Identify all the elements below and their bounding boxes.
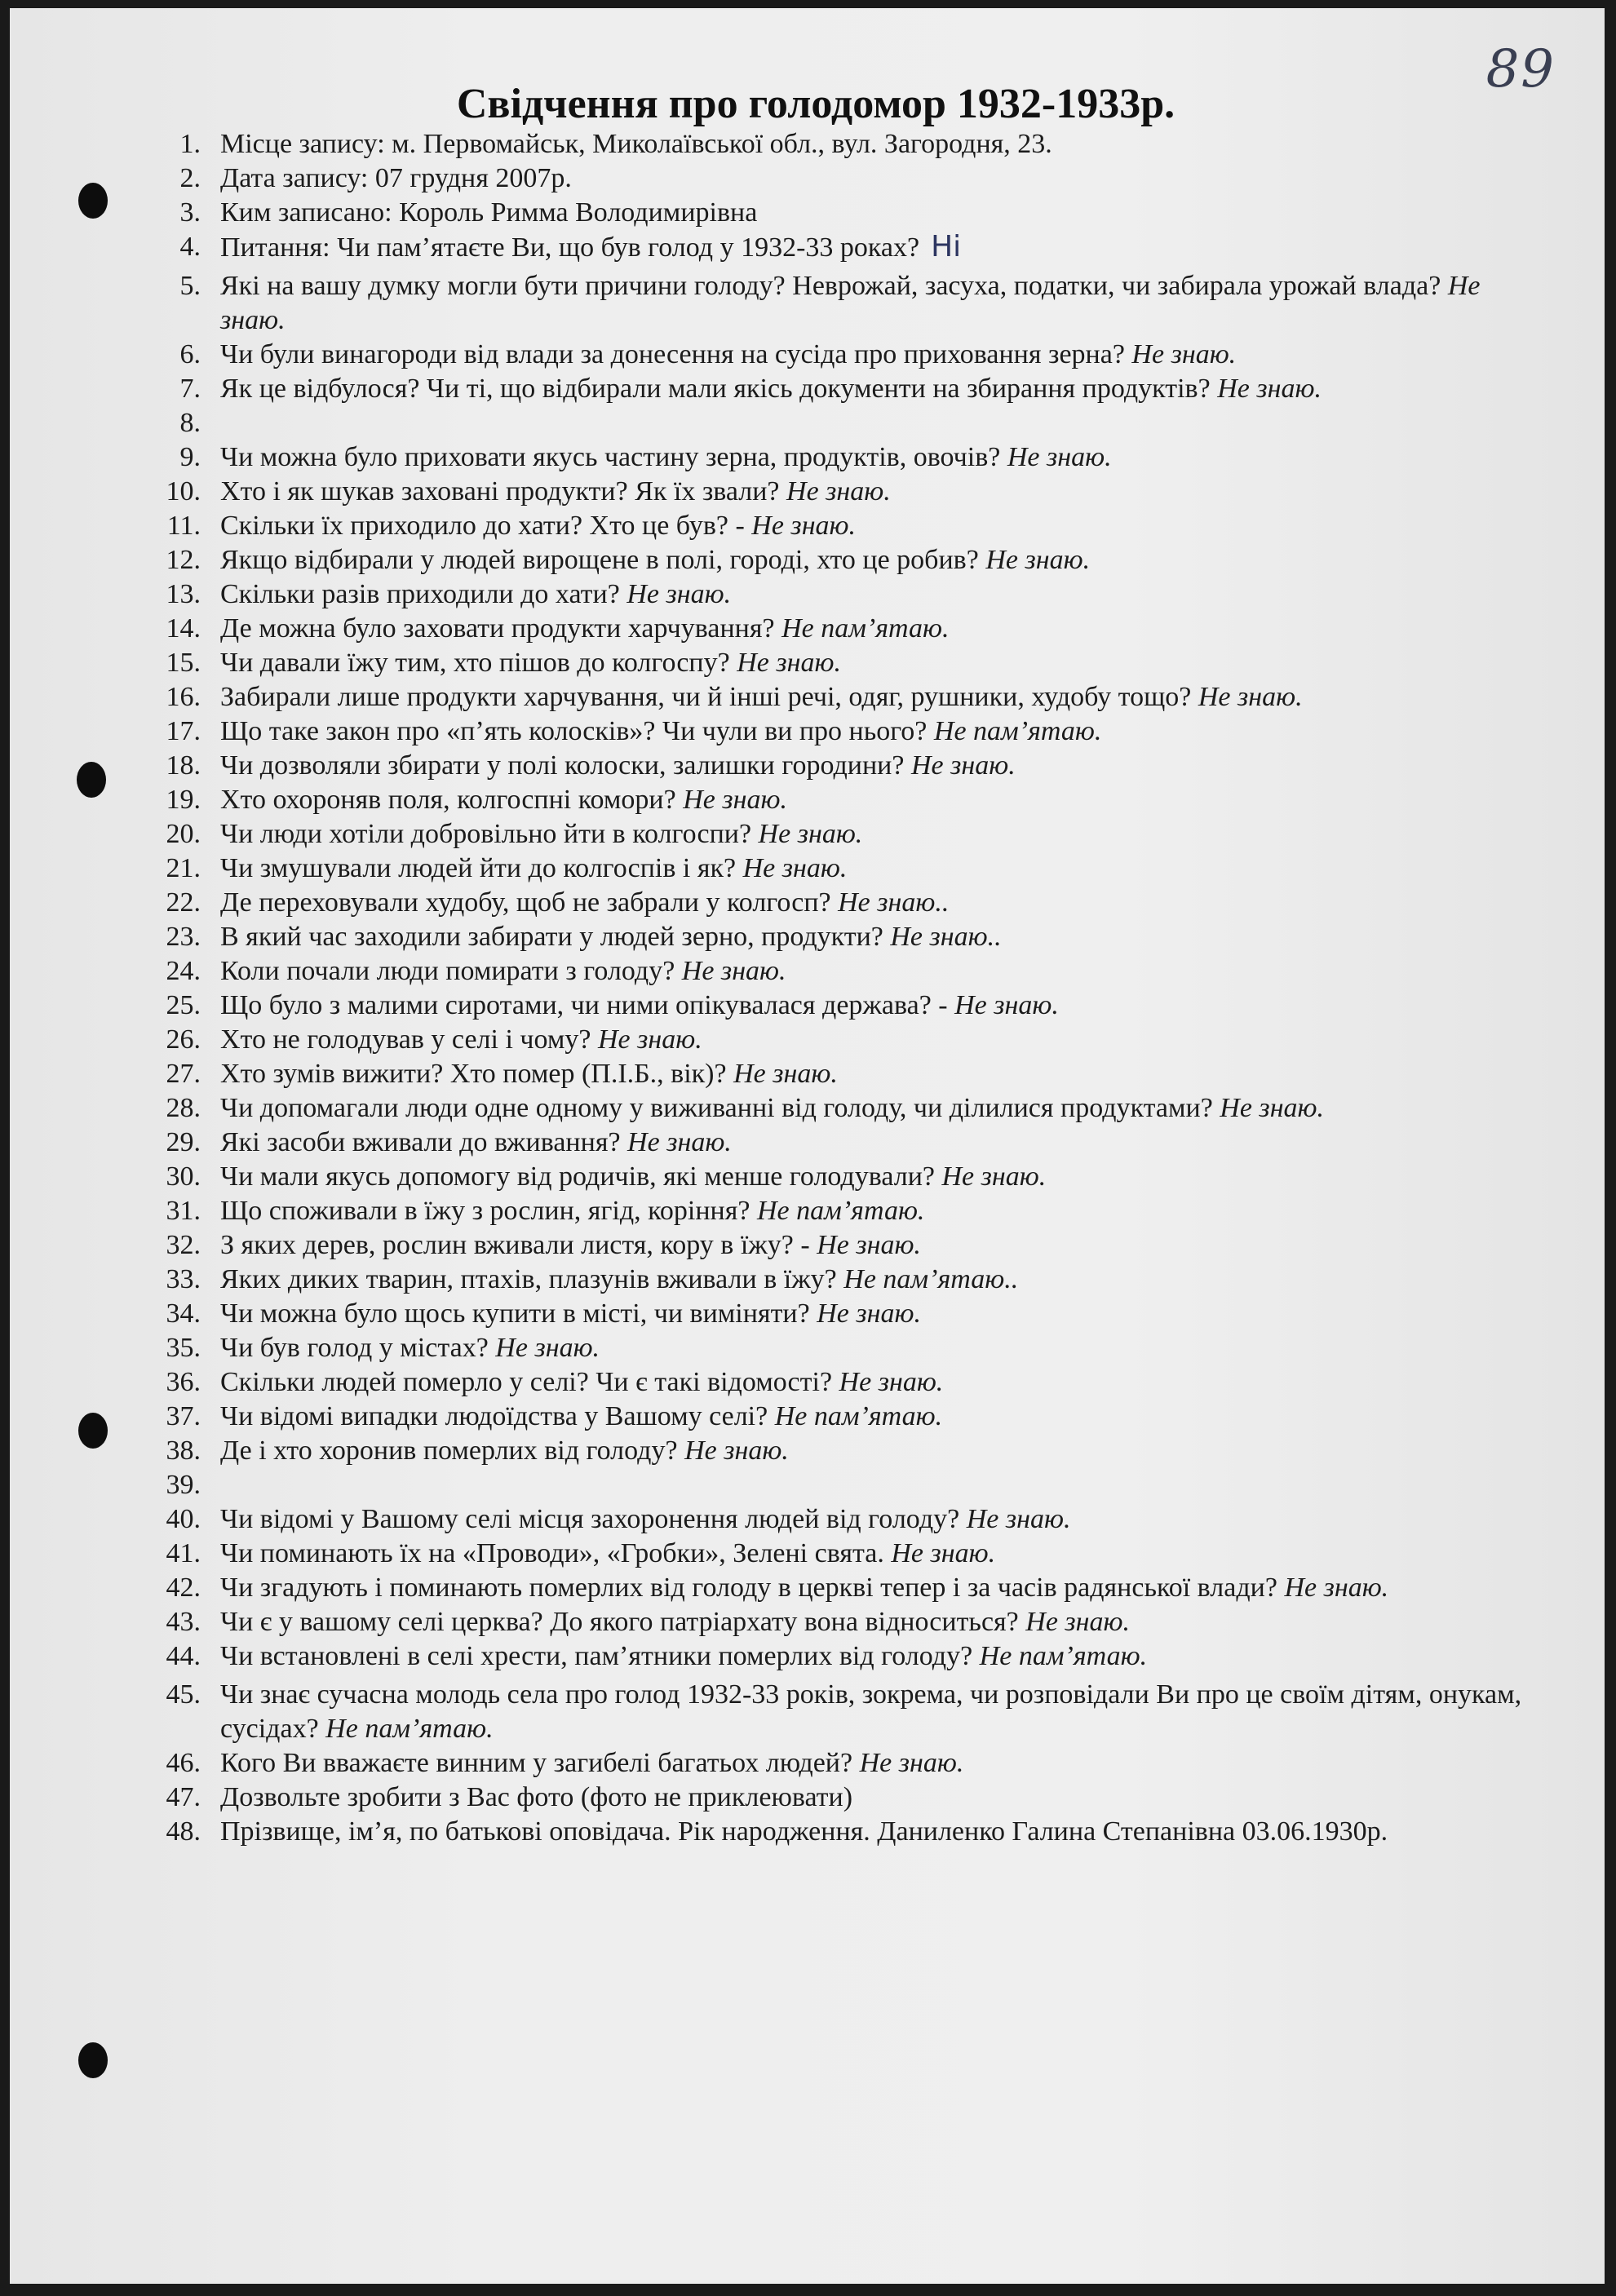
answer-text: Не знаю. (751, 511, 857, 541)
question-number: 47. (166, 1782, 201, 1812)
question-item (163, 1605, 1534, 1639)
answer-text: Не знаю. (1025, 1607, 1131, 1637)
document-title: Свідчення про голодомор 1932-1933р. (456, 81, 1175, 127)
question-text: Чи змушували людей йти до колгоспів і як? (220, 853, 737, 883)
question-item (163, 1126, 1534, 1160)
answer-text: Не знаю. (597, 1024, 702, 1055)
question-number: 4. (179, 232, 201, 262)
question-item (163, 714, 1534, 749)
question-number: 11. (166, 511, 201, 541)
question-text: Де і хто хоронив померлих від голоду? (220, 1436, 678, 1466)
question-item (163, 509, 1534, 543)
question-item (163, 1194, 1534, 1228)
handwritten-answer: Ні (931, 230, 962, 263)
question-item (163, 1057, 1534, 1091)
question-text: Чи можна було щось купити в місті, чи виміняти? (220, 1298, 810, 1329)
question-text: Чи є у вашому селі церква? До якого патріархату вона відноситься? (220, 1607, 1019, 1637)
question-item (163, 1468, 1534, 1502)
question-text: Що споживали в їжу з рослин, ягід, коріння? (220, 1196, 750, 1226)
question-number: 48. (166, 1816, 201, 1847)
answer-text: Не пам’ятаю.. (843, 1264, 1019, 1294)
question-number: 2. (179, 163, 201, 193)
question-text: Які засоби вживали до вживання? (220, 1127, 621, 1157)
question-text: Чи відомі випадки людоїдства у Вашому селі? (220, 1401, 768, 1431)
question-item (163, 543, 1534, 577)
question-text: Які на вашу думку могли бути причини голоду? Неврожай, засуха, податки, чи забирала урожай влада? (220, 271, 1441, 301)
answer-text: Не знаю. (941, 1161, 1047, 1192)
answer-text: Не знаю. (626, 579, 732, 609)
question-item (163, 989, 1534, 1023)
question-text: Чи знає сучасна молодь села про голод 1932-33 років, зокрема, чи розповідали Ви про це своїм дітям, онукам, сусідах? (220, 1679, 1522, 1744)
answer-text: Не знаю. (742, 853, 848, 883)
question-text: Забирали лише продукти харчування, чи й інші речі, одяг, рушники, худобу тощо? (220, 682, 1192, 712)
question-number: 32. (166, 1230, 201, 1260)
question-number: 17. (166, 716, 201, 746)
answer-text: Не знаю. (966, 1504, 1071, 1534)
question-text: Ким записано: Король Римма Володимирівна (220, 197, 758, 228)
question-item (163, 1400, 1534, 1434)
question-item (163, 1331, 1534, 1365)
question-number: 45. (166, 1679, 201, 1710)
question-item (163, 440, 1534, 475)
question-item (163, 1781, 1534, 1815)
question-number: 10. (166, 476, 201, 507)
question-text: Як це відбулося? Чи ті, що відбирали мали якісь документи на збирання продуктів? (220, 374, 1211, 404)
question-number: 30. (166, 1161, 201, 1192)
question-text: Місце запису: м. Первомайськ, Миколаївської обл., вул. Загородня, 23. (220, 129, 1052, 159)
punch-hole (77, 762, 106, 798)
question-number: 28. (166, 1093, 201, 1123)
question-number: 6. (179, 339, 201, 369)
question-text: Дата запису: 07 грудня 2007р. (220, 163, 572, 193)
question-number: 7. (179, 374, 201, 404)
question-number: 18. (166, 750, 201, 781)
question-text: Скільки людей померло у селі? Чи є такі відомості? (220, 1367, 833, 1397)
question-text: Чи допомагали люди одне одному у виживанні від голоду, чи ділилися продуктами? (220, 1093, 1213, 1123)
question-text: Чи згадують і поминають померлих від голоду в церкві тепер і за часів радянської влади? (220, 1573, 1277, 1603)
question-text: Яких диких тварин, птахів, плазунів вживали в їжу? (220, 1264, 837, 1294)
question-item (163, 954, 1534, 989)
question-number: 23. (166, 922, 201, 952)
answer-text: Не знаю. (683, 785, 787, 815)
answer-text: Не знаю. (1217, 374, 1322, 404)
question-number: 36. (166, 1367, 201, 1397)
question-item (163, 269, 1534, 338)
answer-text: Не знаю. (737, 648, 841, 678)
question-list (163, 127, 1534, 1849)
question-text: Чи можна було приховати якусь частину зерна, продуктів, овочів? (220, 442, 1001, 472)
question-text: Чи поминають їх на «Проводи», «Гробки», Зелені свята. (220, 1538, 884, 1568)
punch-hole (78, 1413, 108, 1449)
question-number: 24. (166, 956, 201, 986)
question-item (163, 749, 1534, 783)
question-text: Де переховували худобу, щоб не забрали у колгосп? (220, 887, 831, 918)
question-number: 5. (179, 271, 201, 301)
question-number: 39. (166, 1470, 201, 1500)
question-number: 8. (179, 408, 201, 438)
question-text: Хто не голодував у селі і чому? (220, 1024, 591, 1055)
answer-text: Не знаю. (954, 990, 1059, 1020)
question-item (163, 372, 1534, 406)
question-item (163, 1502, 1534, 1537)
question-text: Скільки разів приходили до хати? (220, 579, 620, 609)
answer-text: Не знаю. (859, 1748, 964, 1778)
question-number: 31. (166, 1196, 201, 1226)
punch-hole (78, 183, 108, 219)
answer-text: Не знаю. (817, 1298, 921, 1329)
question-item (163, 230, 1534, 265)
question-item (163, 338, 1534, 372)
answer-text: Не знаю. (1007, 442, 1112, 472)
answer-text: Не знаю. (910, 750, 1016, 781)
question-number: 3. (179, 197, 201, 228)
answer-text: Не знаю.. (838, 887, 950, 918)
question-number: 15. (166, 648, 201, 678)
question-item (163, 1091, 1534, 1126)
question-number: 22. (166, 887, 201, 918)
question-text: Хто і як шукав заховані продукти? Як їх звали? (220, 476, 780, 507)
question-item (163, 1160, 1534, 1194)
question-item (163, 886, 1534, 920)
question-text: Чи встановлені в селі хрести, пам’ятники померлих від голоду? (220, 1641, 973, 1671)
answer-text: Не знаю. (817, 1230, 921, 1260)
question-text: Кого Ви вважаєте винним у загибелі багатьох людей? (220, 1748, 853, 1778)
answer-text: Не знаю. (733, 1059, 838, 1089)
question-text: Якщо відбирали у людей вирощене в полі, городі, хто це робив? (220, 545, 979, 575)
question-text: Чи давали їжу тим, хто пішов до колгоспу? (220, 648, 730, 678)
question-number: 38. (166, 1436, 201, 1466)
question-item (163, 1537, 1534, 1571)
question-number: 40. (166, 1504, 201, 1534)
question-item (163, 127, 1534, 161)
answer-text: Не пам’ятаю. (757, 1196, 925, 1226)
question-item (163, 1434, 1534, 1468)
answer-text: Не знаю. (985, 545, 1091, 575)
answer-text: Не знаю. (495, 1333, 600, 1363)
question-item (163, 1365, 1534, 1400)
question-text: Чи відомі у Вашому селі місця захоронення людей від голоду? (220, 1504, 960, 1534)
question-text: Чи люди хотіли добровільно йти в колгоспи? (220, 819, 752, 849)
question-item (163, 612, 1534, 646)
question-text: Що таке закон про «п’ять колосків»? Чи чули ви про нього? (220, 716, 928, 746)
question-item (163, 920, 1534, 954)
question-item (163, 1297, 1534, 1331)
question-number: 37. (166, 1401, 201, 1431)
question-item (163, 1023, 1534, 1057)
question-number: 19. (166, 785, 201, 815)
question-number: 35. (166, 1333, 201, 1363)
question-number: 44. (166, 1641, 201, 1671)
question-number: 12. (166, 545, 201, 575)
question-number: 29. (166, 1127, 201, 1157)
question-number: 42. (166, 1573, 201, 1603)
answer-text: Не пам’ятаю. (933, 716, 1102, 746)
question-item (163, 1746, 1534, 1781)
question-item (163, 196, 1534, 230)
question-text: Що було з малими сиротами, чи ними опікувалася держава? - (220, 990, 948, 1020)
question-item (163, 577, 1534, 612)
question-text: Чи дозволяли збирати у полі колоски, залишки городини? (220, 750, 905, 781)
question-item (163, 1678, 1534, 1746)
answer-text: Не знаю. (1131, 339, 1237, 369)
handwritten-page-number: 89 (1485, 39, 1556, 100)
question-number: 14. (166, 613, 201, 644)
question-number: 1. (179, 129, 201, 159)
answer-text: Не знаю. (684, 1436, 789, 1466)
question-text: Чи були винагороди від влади за донесення на сусіда про приховання зерна? (220, 339, 1125, 369)
answer-text: Не знаю. (758, 819, 863, 849)
question-text: Чи був голод у містах? (220, 1333, 489, 1363)
question-text: З яких дерев, рослин вживали листя, кору в їжу? - (220, 1230, 810, 1260)
question-text: Скільки їх приходило до хати? Хто це був? - (220, 511, 745, 541)
question-text: Питання: Чи пам’ятаєте Ви, що був голод у 1932-33 роках? (220, 232, 920, 263)
answer-text: Не знаю. (1198, 682, 1303, 712)
answer-text: Не знаю. (627, 1127, 732, 1157)
answer-text: Не знаю.. (890, 922, 1002, 952)
question-item (163, 161, 1534, 196)
answer-text: Не знаю. (1284, 1573, 1389, 1603)
question-number: 9. (179, 442, 201, 472)
question-number: 33. (166, 1264, 201, 1294)
question-text: Прізвище, ім’я, по батькові оповідача. Рік народження. Даниленко Галина Степанівна 03.06.1930р. (220, 1816, 1388, 1847)
answer-text: Не пам’ятаю. (781, 613, 950, 644)
question-number: 16. (166, 682, 201, 712)
question-item (163, 1571, 1534, 1605)
question-number: 20. (166, 819, 201, 849)
question-item (163, 1815, 1534, 1849)
question-number: 13. (166, 579, 201, 609)
question-number: 46. (166, 1748, 201, 1778)
question-number: 34. (166, 1298, 201, 1329)
answer-text: Не знаю. (839, 1367, 944, 1397)
question-text: Дозвольте зробити з Вас фото (фото не приклеювати) (220, 1782, 853, 1812)
question-number: 25. (166, 990, 201, 1020)
answer-text: Не знаю. (681, 956, 786, 986)
question-item (163, 852, 1534, 886)
question-number: 26. (166, 1024, 201, 1055)
question-item (163, 646, 1534, 680)
question-item (163, 783, 1534, 817)
question-item (163, 1639, 1534, 1674)
answer-text: Не пам’ятаю. (774, 1401, 943, 1431)
question-item (163, 1228, 1534, 1263)
answer-text: Не знаю. (786, 476, 891, 507)
question-number: 21. (166, 853, 201, 883)
question-item (163, 817, 1534, 852)
question-item (163, 475, 1534, 509)
question-item (163, 680, 1534, 714)
punch-hole (78, 2042, 108, 2078)
answer-text: Не знаю. (891, 1538, 996, 1568)
question-text: Чи мали якусь допомогу від родичів, які менше голодували? (220, 1161, 935, 1192)
question-number: 43. (166, 1607, 201, 1637)
question-text: Коли почали люди помирати з голоду? (220, 956, 675, 986)
answer-text: Не пам’ятаю. (979, 1641, 1148, 1671)
question-text: Хто охороняв поля, колгоспні комори? (220, 785, 676, 815)
answer-text: Не пам’ятаю. (325, 1714, 494, 1744)
question-text: В який час заходили забирати у людей зерно, продукти? (220, 922, 883, 952)
question-text: Хто зумів вижити? Хто помер (П.І.Б., вік)? (220, 1059, 727, 1089)
question-item (163, 1263, 1534, 1297)
question-number: 27. (166, 1059, 201, 1089)
answer-text: Не знаю. (1220, 1093, 1325, 1123)
answer-text: Не знаю. (220, 271, 1481, 335)
question-item (163, 406, 1534, 440)
question-text: Де можна було заховати продукти харчування? (220, 613, 775, 644)
question-number: 41. (166, 1538, 201, 1568)
